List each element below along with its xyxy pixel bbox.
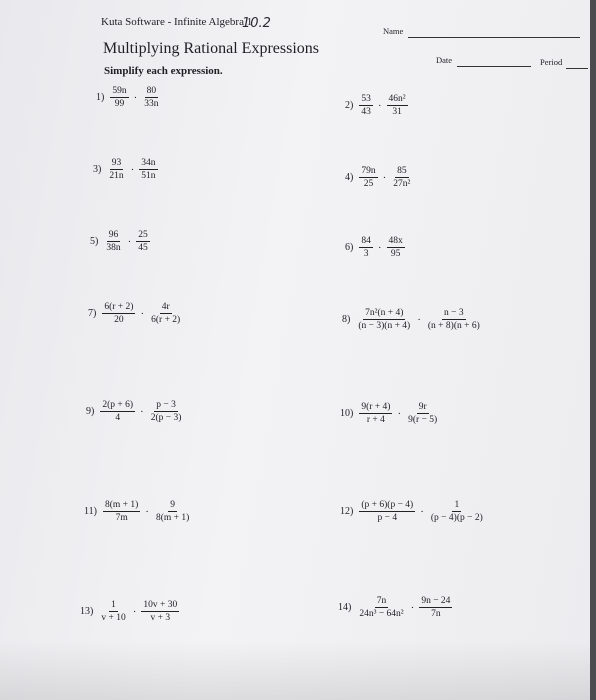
times-dot-icon: · [127, 235, 132, 248]
problem-number: 6) [345, 242, 354, 253]
problem-number: 5) [90, 236, 99, 247]
fraction-1 [359, 236, 373, 259]
denominator: 45 [138, 243, 148, 253]
numerator: 7n²(n + 4) [365, 308, 404, 318]
fraction-2 [136, 230, 150, 253]
times-dot-icon: · [382, 171, 387, 184]
fraction-1 [104, 230, 122, 253]
fraction-1 [107, 158, 125, 181]
problem-3 [93, 158, 159, 181]
numerator: 9(r + 4) [361, 402, 391, 412]
numerator: 4r [161, 302, 170, 312]
times-dot-icon: · [397, 407, 402, 420]
fraction-1 [359, 94, 373, 117]
numerator: n − 3 [444, 308, 464, 318]
fraction-2 [149, 400, 184, 423]
fraction-1 [356, 308, 412, 331]
numerator: 9r [418, 402, 427, 412]
problem-8 [342, 308, 483, 331]
problem-number: 13) [80, 606, 94, 617]
numerator: 25 [138, 230, 148, 240]
fraction-2 [387, 236, 405, 259]
denominator: 25 [363, 179, 374, 189]
problem-10 [340, 402, 440, 425]
denominator: r + 4 [366, 415, 385, 425]
denominator: 20 [114, 315, 124, 325]
numerator: 1 [454, 500, 460, 510]
denominator: 27n² [393, 179, 411, 189]
problem-number: 7) [88, 308, 97, 319]
period-line[interactable] [566, 68, 588, 69]
denominator: 51n [141, 171, 156, 181]
times-dot-icon: · [145, 505, 149, 518]
times-dot-icon: · [417, 313, 421, 326]
fraction-2 [139, 158, 157, 181]
fraction-2 [141, 600, 179, 623]
denominator: 95 [390, 249, 401, 259]
times-dot-icon: · [140, 307, 145, 320]
denominator: 3 [363, 249, 369, 259]
fraction-2 [391, 166, 412, 189]
denominator: (p − 4)(p − 2) [430, 513, 483, 523]
problem-number: 9) [86, 406, 95, 417]
fraction-2 [406, 402, 439, 425]
numerator: 84 [361, 236, 371, 246]
problem-1 [96, 86, 162, 109]
problem-2 [345, 94, 409, 117]
numerator: 9n − 24 [421, 596, 451, 606]
times-dot-icon: · [132, 605, 137, 618]
denominator: 9(r − 5) [408, 415, 438, 425]
numerator: 79n [361, 166, 376, 176]
fraction-1 [110, 86, 128, 109]
numerator: 53 [361, 94, 371, 104]
denominator: (n − 3)(n + 4) [358, 321, 411, 331]
numerator: p − 3 [156, 400, 176, 410]
problem-14 [338, 596, 453, 619]
date-line[interactable] [457, 66, 531, 67]
denominator: 8(m + 1) [155, 513, 190, 523]
times-dot-icon: · [130, 163, 135, 176]
problem-number: 11) [84, 506, 97, 517]
numerator: 46n² [388, 94, 406, 104]
denominator: 7m [115, 513, 128, 523]
problem-number: 8) [342, 314, 351, 325]
fraction-2 [149, 302, 182, 325]
times-dot-icon: · [410, 601, 415, 614]
numerator: 80 [146, 86, 157, 96]
problem-7 [88, 302, 183, 325]
fraction-2 [142, 86, 160, 109]
problem-number: 4) [345, 172, 354, 183]
problem-6 [345, 236, 406, 259]
fraction-2 [387, 94, 408, 117]
fraction-1 [102, 302, 135, 325]
numerator: 8(m + 1) [104, 500, 139, 510]
numerator: 59n [112, 86, 127, 96]
numerator: 10v + 30 [143, 600, 178, 610]
denominator: 6(r + 2) [151, 315, 181, 325]
denominator: 4 [115, 413, 121, 423]
problem-number: 1) [96, 92, 105, 103]
handwritten-section-number: 10.2 [242, 16, 271, 31]
fraction-1 [359, 166, 377, 189]
times-dot-icon: · [420, 505, 424, 518]
problem-11 [84, 500, 192, 523]
numerator: 9 [170, 500, 175, 510]
fraction-2 [419, 596, 452, 619]
name-line[interactable] [408, 37, 580, 38]
numerator: 1 [111, 600, 116, 610]
problem-12 [340, 500, 486, 523]
denominator: 33n [144, 99, 159, 109]
times-dot-icon: · [377, 99, 382, 112]
numerator: 96 [108, 230, 119, 240]
denominator: v + 3 [150, 613, 171, 623]
period-label: Period [540, 57, 563, 67]
denominator: p − 4 [377, 513, 398, 523]
photo-shadow [0, 640, 590, 700]
problem-number: 14) [338, 602, 352, 613]
denominator: v + 10 [101, 613, 126, 623]
numerator: 48x [388, 236, 403, 246]
fraction-1 [359, 500, 415, 523]
fraction-2 [429, 500, 485, 523]
company-header: Kuta Software - Infinite Algebra 1 [101, 16, 253, 28]
denominator: 31 [392, 107, 402, 117]
problem-13 [80, 600, 180, 623]
problem-number: 10) [340, 408, 354, 419]
fraction-1 [103, 500, 140, 523]
numerator: 34n [141, 158, 156, 168]
worksheet-title: Multiplying Rational Expressions [103, 40, 319, 57]
fraction-2 [426, 308, 482, 331]
problem-number: 12) [340, 506, 354, 517]
numerator: 6(r + 2) [104, 302, 134, 312]
denominator: 43 [361, 107, 371, 117]
denominator: 99 [114, 99, 125, 109]
denominator: 21n [109, 171, 124, 181]
problem-4 [345, 166, 413, 189]
fraction-2 [154, 500, 191, 523]
denominator: 7n [431, 609, 441, 619]
numerator: 93 [111, 158, 122, 168]
fraction-1 [99, 600, 127, 623]
page-edge-shadow [590, 0, 596, 700]
fraction-1 [357, 596, 405, 619]
numerator: (p + 6)(p − 4) [361, 500, 414, 510]
instructions: Simplify each expression. [104, 65, 223, 77]
denominator: 38n [106, 243, 121, 253]
fraction-1 [100, 400, 135, 423]
numerator: 7n [376, 596, 387, 606]
date-label: Date [436, 55, 453, 65]
problem-number: 3) [93, 164, 102, 175]
times-dot-icon: · [377, 241, 382, 254]
name-label: Name [383, 26, 404, 36]
problem-5 [90, 230, 151, 253]
fraction-1 [359, 402, 392, 425]
denominator: (n + 8)(n + 6) [427, 321, 480, 331]
numerator: 85 [397, 166, 407, 176]
denominator: 2(p − 3) [150, 413, 182, 423]
times-dot-icon: · [133, 91, 138, 104]
problem-number: 2) [345, 100, 354, 111]
numerator: 2(p + 6) [102, 400, 134, 410]
denominator: 24n³ − 64n² [359, 609, 404, 619]
times-dot-icon: · [140, 405, 144, 418]
problem-9 [86, 400, 184, 423]
